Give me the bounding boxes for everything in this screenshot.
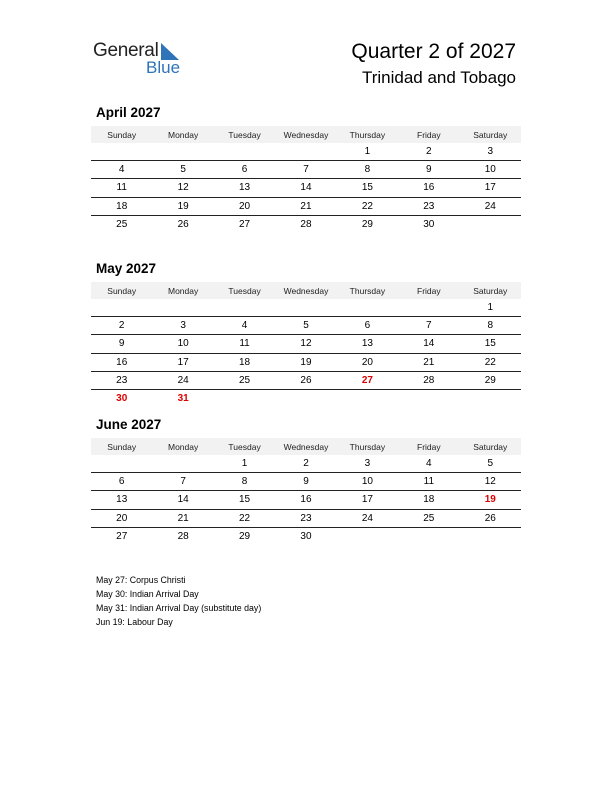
- day-cell: 10: [152, 335, 213, 353]
- empty-day-cell: [214, 299, 275, 317]
- day-cell: 8: [337, 161, 398, 179]
- week-row: [91, 509, 521, 527]
- empty-day-cell: [152, 143, 213, 161]
- day-cell: 5: [460, 455, 521, 473]
- page-title: Quarter 2 of 2027: [351, 40, 516, 63]
- day-cell: 18: [214, 353, 275, 371]
- week-row: [91, 161, 521, 179]
- day-cell: 28: [177, 530, 189, 542]
- day-cell: 14: [152, 491, 213, 509]
- empty-day-cell: [398, 527, 459, 545]
- day-cell: 9: [91, 335, 152, 353]
- holiday-note: May 30: Indian Arrival Day: [96, 589, 199, 599]
- day-cell: 18: [91, 197, 152, 215]
- day-cell: 26: [460, 509, 521, 527]
- month-june: [91, 416, 521, 545]
- week-row: [91, 335, 521, 353]
- weekday-header: Thursday: [337, 282, 398, 299]
- weekday-header: Sunday: [91, 438, 152, 455]
- day-cell: 20: [337, 353, 398, 371]
- day-cell: 1: [214, 455, 275, 473]
- day-cell: 14: [398, 335, 459, 353]
- day-cell: 17: [152, 353, 213, 371]
- week-row: [91, 473, 521, 491]
- holiday-note: May 31: Indian Arrival Day (substitute day): [96, 603, 262, 613]
- day-cell: 27: [116, 530, 128, 542]
- weekday-header: Friday: [398, 126, 459, 143]
- day-cell: 15: [337, 179, 398, 197]
- calendar-table: [91, 126, 521, 233]
- weekday-header: Tuesday: [214, 126, 275, 143]
- weekday-header: Saturday: [460, 282, 521, 299]
- empty-day-cell: [214, 389, 275, 407]
- weekday-header: Monday: [152, 126, 213, 143]
- day-cell: 19: [275, 353, 336, 371]
- day-cell: 2: [398, 143, 459, 161]
- day-cell: 24: [152, 371, 213, 389]
- weekday-header: Thursday: [337, 438, 398, 455]
- empty-day-cell: [398, 389, 459, 407]
- empty-day-cell: [460, 527, 521, 545]
- weekday-header: Friday: [398, 438, 459, 455]
- day-cell: 12: [460, 473, 521, 491]
- brand-blue: Blue: [146, 58, 181, 77]
- day-cell: 29: [361, 218, 373, 230]
- weekday-header-row: [91, 438, 521, 455]
- week-row: [91, 197, 521, 215]
- empty-day-cell: [398, 299, 459, 317]
- day-cell: 22: [214, 509, 275, 527]
- day-cell: 3: [460, 143, 521, 161]
- empty-day-cell: [152, 299, 213, 317]
- calendar-table: [91, 282, 521, 407]
- day-cell: 30: [423, 218, 435, 230]
- day-cell: 7: [275, 161, 336, 179]
- day-cell: 18: [398, 491, 459, 509]
- week-row: [91, 179, 521, 197]
- week-row: [91, 353, 521, 371]
- day-cell: 23: [275, 509, 336, 527]
- week-row: [91, 527, 521, 545]
- day-cell: 16: [275, 491, 336, 509]
- holiday-notes: [96, 573, 261, 629]
- day-cell: 17: [337, 491, 398, 509]
- day-cell: 21: [398, 353, 459, 371]
- day-cell: 12: [152, 179, 213, 197]
- day-cell: 9: [398, 161, 459, 179]
- empty-day-cell: [337, 299, 398, 317]
- day-cell: 10: [337, 473, 398, 491]
- holiday-note: Jun 19: Labour Day: [96, 617, 173, 627]
- calendar-table: [91, 438, 521, 545]
- day-cell: 5: [152, 161, 213, 179]
- month-title: April 2027: [96, 105, 161, 120]
- day-cell: 19: [460, 491, 521, 509]
- brand-logo: [93, 40, 193, 80]
- day-cell: 11: [91, 179, 152, 197]
- day-cell: 31: [177, 393, 189, 405]
- empty-day-cell: [337, 527, 398, 545]
- day-cell: 1: [337, 143, 398, 161]
- day-cell: 7: [152, 473, 213, 491]
- empty-day-cell: [91, 455, 152, 473]
- weekday-header: Friday: [398, 282, 459, 299]
- week-row: [91, 215, 521, 233]
- month-title: June 2027: [96, 417, 162, 432]
- weekday-header-row: [91, 126, 521, 143]
- day-cell: 17: [460, 179, 521, 197]
- day-cell: 26: [177, 218, 189, 230]
- day-cell: 25: [116, 218, 128, 230]
- empty-day-cell: [275, 143, 336, 161]
- day-cell: 3: [152, 317, 213, 335]
- day-cell: 19: [152, 197, 213, 215]
- day-cell: 23: [91, 371, 152, 389]
- weekday-header: Saturday: [460, 438, 521, 455]
- weekday-header: Monday: [152, 282, 213, 299]
- day-cell: 4: [91, 161, 152, 179]
- day-cell: 24: [460, 197, 521, 215]
- day-cell: 20: [91, 509, 152, 527]
- day-cell: 7: [398, 317, 459, 335]
- day-cell: 22: [337, 197, 398, 215]
- day-cell: 3: [337, 455, 398, 473]
- day-cell: 21: [152, 509, 213, 527]
- empty-day-cell: [152, 455, 213, 473]
- brand-general: General: [93, 40, 159, 61]
- day-cell: 16: [91, 353, 152, 371]
- day-cell: 6: [91, 473, 152, 491]
- weekday-header: Monday: [152, 438, 213, 455]
- day-cell: 24: [337, 509, 398, 527]
- day-cell: 21: [275, 197, 336, 215]
- week-row: [91, 317, 521, 335]
- day-cell: 13: [91, 491, 152, 509]
- day-cell: 28: [300, 218, 312, 230]
- month-april: [91, 104, 521, 233]
- day-cell: 29: [460, 371, 521, 389]
- week-row: [91, 299, 521, 317]
- day-cell: 4: [398, 455, 459, 473]
- day-cell: 26: [275, 371, 336, 389]
- empty-day-cell: [460, 389, 521, 407]
- day-cell: 8: [214, 473, 275, 491]
- week-row: [91, 371, 521, 389]
- day-cell: 11: [214, 335, 275, 353]
- day-cell: 9: [275, 473, 336, 491]
- day-cell: 29: [238, 530, 251, 542]
- day-cell: 23: [398, 197, 459, 215]
- weekday-header: Thursday: [337, 126, 398, 143]
- weekday-header: Wednesday: [275, 438, 336, 455]
- weekday-header: Saturday: [460, 126, 521, 143]
- day-cell: 27: [337, 371, 398, 389]
- day-cell: 13: [337, 335, 398, 353]
- empty-day-cell: [275, 389, 336, 407]
- page-subtitle: Trinidad and Tobago: [361, 68, 516, 87]
- weekday-header: Tuesday: [214, 282, 275, 299]
- day-cell: 15: [460, 335, 521, 353]
- day-cell: 30: [116, 393, 128, 405]
- day-cell: 1: [460, 299, 521, 317]
- week-row: [91, 143, 521, 161]
- day-cell: 4: [214, 317, 275, 335]
- day-cell: 14: [275, 179, 336, 197]
- day-cell: 10: [460, 161, 521, 179]
- weekday-header: Tuesday: [214, 438, 275, 455]
- day-cell: 25: [398, 509, 459, 527]
- week-row: [91, 455, 521, 473]
- empty-day-cell: [91, 143, 152, 161]
- day-cell: 25: [214, 371, 275, 389]
- empty-day-cell: [214, 143, 275, 161]
- day-cell: 13: [214, 179, 275, 197]
- day-cell: 15: [214, 491, 275, 509]
- day-cell: 30: [300, 530, 312, 542]
- month-title: May 2027: [96, 261, 157, 276]
- day-cell: 6: [337, 317, 398, 335]
- weekday-header: Sunday: [91, 282, 152, 299]
- day-cell: 20: [214, 197, 275, 215]
- empty-day-cell: [337, 389, 398, 407]
- weekday-header-row: [91, 282, 521, 299]
- day-cell: 11: [398, 473, 459, 491]
- day-cell: 28: [398, 371, 459, 389]
- empty-day-cell: [275, 299, 336, 317]
- day-cell: 2: [275, 455, 336, 473]
- day-cell: 22: [460, 353, 521, 371]
- weekday-header: Wednesday: [275, 126, 336, 143]
- holiday-note: May 27: Corpus Christi: [96, 575, 186, 585]
- empty-day-cell: [460, 215, 521, 233]
- weekday-header: Sunday: [91, 126, 152, 143]
- day-cell: 2: [91, 317, 152, 335]
- empty-day-cell: [91, 299, 152, 317]
- day-cell: 27: [238, 218, 251, 230]
- day-cell: 12: [275, 335, 336, 353]
- weekday-header: Wednesday: [275, 282, 336, 299]
- day-cell: 16: [398, 179, 459, 197]
- day-cell: 8: [460, 317, 521, 335]
- day-cell: 5: [275, 317, 336, 335]
- day-cell: 6: [214, 161, 275, 179]
- week-row: [91, 389, 521, 407]
- month-may: [91, 260, 521, 407]
- week-row: [91, 491, 521, 509]
